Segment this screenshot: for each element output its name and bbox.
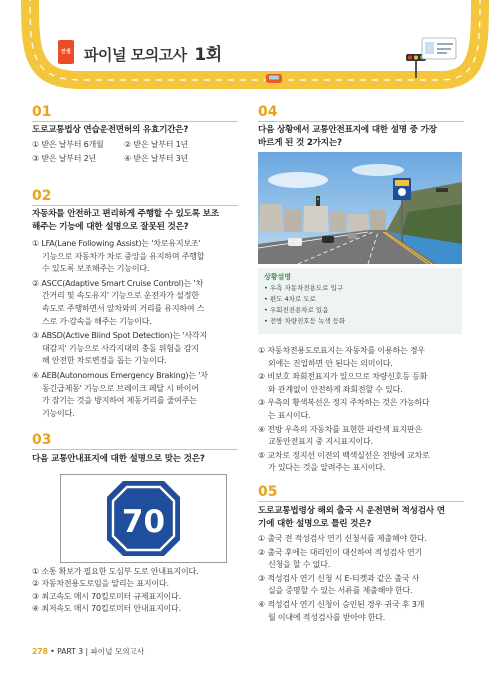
sign-frame (60, 474, 227, 563)
section-tab: 만점 (58, 40, 74, 64)
situation-item: • 편도 4차로 도로 (264, 295, 316, 303)
question-text-line: 도로교통법령상 해외 출국 시 운전면허 적성검사 연 (258, 506, 445, 516)
option-line: 대감지' 기능으로 사각지대의 충돌 위험을 감지 (42, 343, 199, 353)
question-text-line: 바르게 된 것 2가지는? (258, 138, 342, 148)
option-list (32, 566, 254, 616)
option: ② 자동차전용도로임을 알리는 표지이다. (32, 579, 169, 589)
option-line: 신청을 할 수 없다. (268, 560, 331, 570)
option-list (258, 345, 470, 475)
option: ② 받은 날부터 1년 (124, 140, 189, 149)
option (258, 533, 470, 546)
situation-box (258, 268, 462, 334)
option-line: 수 있도록 보조해주는 기능이다. (42, 264, 150, 274)
question-number: 03 (32, 432, 52, 448)
option-list (258, 533, 470, 624)
situation-item: • 우측 자동차전용도로 입구 (264, 284, 344, 292)
question-divider (258, 501, 464, 502)
situation-item: • 전방 차량진호등 녹색 등화 (264, 317, 346, 325)
option-line: ① 출국 전 적성검사 연기 신청서를 제출해야 한다. (258, 534, 427, 543)
question-divider (258, 121, 464, 122)
question-text (258, 124, 473, 150)
question-number: 05 (258, 484, 278, 500)
question-text: 도로교통법상 연습운전면허의 유효기간은? (32, 125, 189, 135)
footer-text: • PART 3 | 파이널 모의고사 (47, 647, 145, 656)
question-number: 01 (32, 104, 52, 120)
option-line: ② ASCC(Adaptive Smart Cruise Control)는 '차 (32, 278, 204, 288)
option-line: ④ 전방 우측의 자동차를 표현한 파란색 표지판은 (258, 424, 423, 434)
option-line: 가 있다는 것을 알려주는 표시이다. (268, 463, 386, 473)
option: ④ 최저속도 매시 70킬로미터 안내표지이다. (32, 604, 181, 614)
option-line: ① 자동차전용도로표지는 자동차를 이용하는 경우 (258, 346, 425, 355)
option (258, 599, 470, 624)
option-line: 속도로 주행하면서 앞차와의 거리를 유지하여 스 (42, 303, 205, 313)
option (258, 424, 470, 449)
option-line: 외에는 진입하면 안 된다는 의미이다. (268, 358, 393, 368)
question-divider (32, 449, 238, 450)
option-line: ④ 적성검사 연기 신청이 승인된 경우 귀국 후 3개 (258, 599, 425, 609)
option-line: ① LFA(Lane Following Assist)는 '차로유지보조' (32, 239, 201, 248)
min-speed-sign (61, 475, 226, 562)
option (258, 547, 470, 572)
option (258, 450, 470, 475)
option: ① 소통 확보가 필요한 도심부 도로 안내표지이다. (32, 567, 199, 576)
option-line: ③ 적성검사 연기 신청 시 E-티켓과 같은 출국 사 (258, 573, 420, 583)
question-divider (32, 205, 238, 206)
option (258, 573, 470, 598)
option: ③ 받은 날부터 2년 (32, 153, 97, 163)
option-line: 기능이다. (42, 408, 75, 418)
question-text-line: 자동차를 안전하고 편리하게 주행할 수 있도록 보조 (32, 209, 219, 219)
option-line: ② 비보호 좌회전표지가 있으므로 차량신호등 등화 (258, 372, 428, 382)
option-line: 교통안전표지 중 지시표지이다. (268, 437, 373, 447)
page-number: 278 (32, 647, 48, 656)
sign-number: 70 (121, 504, 166, 540)
header-road-graphic (0, 0, 500, 100)
option-line: ④ AEB(Autonomous Emergency Braking)는 '자 (32, 370, 208, 380)
option (32, 278, 254, 328)
option (32, 330, 254, 368)
option-line: 가 잠기는 것을 방지하여 제동거리를 줄여주는 (42, 396, 197, 406)
option-line: 스로 가·감속을 해주는 기능이다. (42, 316, 152, 326)
option (258, 397, 470, 422)
option (258, 345, 470, 370)
page-title-round: 1회 (194, 45, 222, 65)
option (32, 238, 254, 276)
option-line: ③ 우측의 황색복선은 정지 주차하는 것은 가능하다 (258, 398, 430, 408)
question-text-line: 해주는 기능에 대한 설명으로 잘못된 것은? (32, 222, 189, 232)
option-line: 기능으로 자동차가 차로 중앙을 유지하며 주행할 (42, 251, 205, 261)
option-grid (32, 139, 234, 165)
page-footer (32, 646, 144, 657)
question-number: 04 (258, 104, 278, 120)
question-text (258, 505, 473, 531)
option: ③ 최고속도 매시 70킬로미터 규제표지이다. (32, 591, 181, 601)
option-line: 해 안전한 차로변경을 돕는 기능이다. (42, 356, 167, 366)
option: ④ 받은 날부터 3년 (124, 153, 189, 163)
question-text (32, 208, 252, 234)
option-line: 는 표시이다. (268, 410, 311, 420)
license-card-icon (422, 38, 456, 59)
question-number: 02 (32, 188, 52, 204)
option-line: 실을 증명할 수 있는 서류를 제출해야 한다. (268, 586, 413, 596)
option (258, 371, 470, 396)
question-text: 다음 교통안내표지에 대한 설명으로 맞는 것은? (32, 454, 205, 464)
option-line: ③ ABSD(Active Blind Spot Detection)는 '사각지 (32, 331, 207, 341)
car-icon (266, 74, 282, 83)
question-text-line: 다음 상황에서 교통안전표지에 대한 설명 중 가장 (258, 125, 437, 135)
situation-item: • 우회전전용차로 있음 (264, 306, 329, 314)
option-line: 와 관계없이 안전하게 좌회전할 수 있다. (268, 384, 403, 394)
option-line: ② 출국 후에는 대리인이 대신하여 적성검사 연기 (258, 547, 423, 557)
option (32, 370, 254, 420)
question-text-line: 기에 대한 설명으로 틀린 것은? (258, 519, 372, 529)
situation-list (258, 282, 462, 327)
road-photo (258, 152, 462, 264)
option-line: ⑤ 교차로 정지선 이전의 백색실선은 전방에 교차로 (258, 450, 430, 460)
option: ① 받은 날부터 6개월 (32, 140, 104, 149)
option-line: 간거리 및 속도유지' 기능으로 운전자가 설정한 (42, 291, 199, 301)
option-line: 동긴급제동' 기능으로 브레이크 페달 시 바이어 (42, 383, 199, 393)
option-list (32, 238, 254, 420)
situation-title: 상황설명 (264, 273, 292, 281)
page-title-text: 파이널 모의고사 (84, 46, 187, 64)
option-line: 월 이내에 적성검사를 받아야 한다. (268, 612, 386, 622)
page-title (84, 40, 222, 65)
question-divider (32, 121, 238, 122)
